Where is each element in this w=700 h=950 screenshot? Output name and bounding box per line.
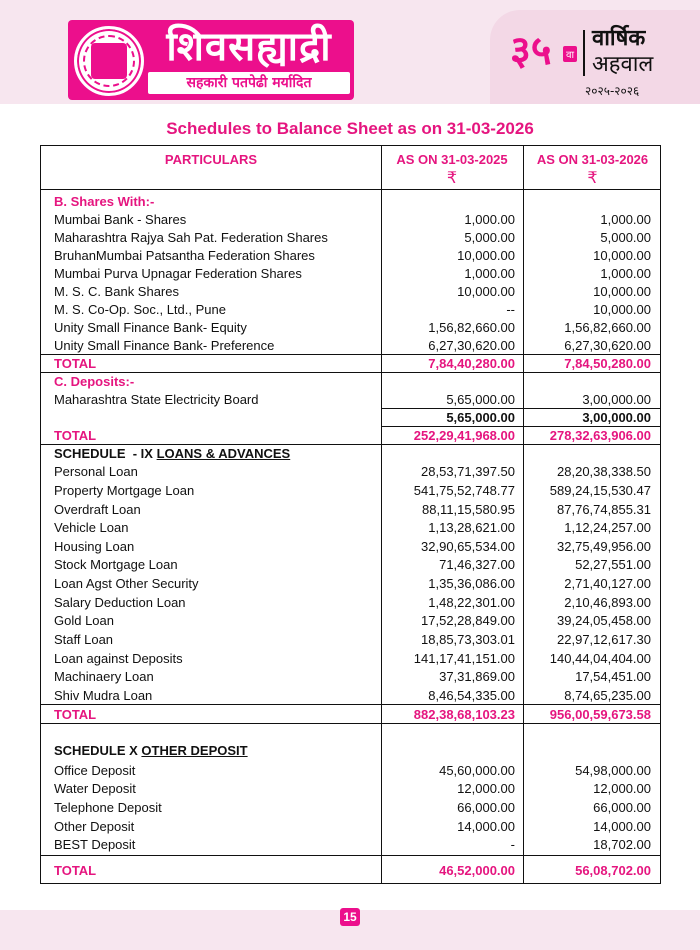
total-2026: 56,08,702.00: [575, 863, 651, 878]
row-label: Other Deposit: [54, 819, 135, 834]
section-heading-loans: [54, 446, 290, 462]
row-value-2025: 5,000.00: [464, 230, 515, 245]
row-label: Loan against Deposits: [54, 651, 183, 666]
row-value-2026: 2,10,46,893.00: [564, 595, 651, 610]
row-value-2026: 5,000.00: [600, 230, 651, 245]
header-2025: AS ON 31-03-2025: [396, 152, 508, 167]
section-heading-deposits: C. Deposits:-: [54, 374, 135, 389]
row-label: Salary Deduction Loan: [54, 595, 186, 610]
row-label: M. S. C. Bank Shares: [54, 284, 179, 299]
row-value-2025: 6,27,30,620.00: [428, 338, 515, 353]
column-divider: [523, 146, 524, 883]
row-label: Housing Loan: [54, 539, 135, 554]
total-2025: 882,38,68,103.23: [413, 707, 515, 722]
row-value-2026: 22,97,12,617.30: [557, 632, 651, 647]
subtotal-rule: [381, 408, 660, 409]
row-label: Personal Loan: [54, 464, 138, 479]
row-value-2026: 14,000.00: [593, 819, 651, 834]
row-label: Stock Mortgage Loan: [54, 557, 178, 572]
subtotal-rule: [381, 426, 660, 427]
total-rule: [41, 354, 660, 355]
row-label: M. S. Co-Op. Soc., Ltd., Pune: [54, 302, 226, 317]
row-value-2026: 2,71,40,127.00: [564, 576, 651, 591]
report-label-line2: अहवाल: [592, 52, 654, 77]
row-value-2025: 32,90,65,534.00: [421, 539, 515, 554]
rupee-icon: ₹: [446, 170, 458, 187]
row-label: Overdraft Loan: [54, 502, 141, 517]
total-rule: [41, 372, 660, 373]
row-label: Vehicle Loan: [54, 520, 129, 535]
total-2025: 7,84,40,280.00: [428, 356, 515, 371]
total-label: TOTAL: [54, 356, 97, 371]
row-value-2026: 1,000.00: [600, 266, 651, 281]
row-label: Telephone Deposit: [54, 800, 162, 815]
row-label: Office Deposit: [54, 763, 136, 778]
row-value-2026: 1,000.00: [600, 212, 651, 227]
row-value-2025: 66,000.00: [457, 800, 515, 815]
schedule-table: [40, 145, 661, 884]
row-label: Property Mortgage Loan: [54, 483, 195, 498]
row-value-2025: 14,000.00: [457, 819, 515, 834]
row-value-2025: 1,56,82,660.00: [428, 320, 515, 335]
row-value-2026: 10,000.00: [593, 248, 651, 263]
row-value-2025: -: [510, 837, 515, 852]
row-value-2025: 88,11,15,580.95: [421, 502, 515, 517]
schedule-title: LOANS & ADVANCES: [156, 446, 291, 461]
row-value-2026: 66,000.00: [593, 800, 651, 815]
schedule-title: OTHER DEPOSIT: [141, 743, 248, 758]
total-rule: [41, 855, 660, 856]
header-rule: [41, 189, 660, 190]
row-value-2025: 17,52,28,849.00: [421, 613, 515, 628]
row-value-2025: 10,000.00: [457, 284, 515, 299]
subtotal-2025: 5,65,000.00: [446, 410, 515, 425]
row-label: Unity Small Finance Bank- Preference: [54, 338, 275, 353]
total-label: TOTAL: [54, 707, 97, 722]
row-value-2026: 10,000.00: [593, 302, 651, 317]
row-label: Maharashtra Rajya Sah Pat. Federation Shares: [54, 230, 328, 245]
row-label: Shiv Mudra Loan: [54, 688, 153, 703]
row-value-2025: 12,000.00: [457, 781, 515, 796]
row-value-2025: 141,17,41,151.00: [413, 651, 515, 666]
total-label: TOTAL: [54, 863, 97, 878]
rupee-icon: ₹: [587, 170, 598, 187]
row-value-2025: 10,000.00: [457, 248, 515, 263]
schedule-number: SCHEDULE - IX: [54, 446, 153, 461]
anniversary-suffix: वा: [563, 46, 577, 62]
row-value-2026: 17,54,451.00: [575, 669, 651, 684]
header-particulars: PARTICULARS: [164, 152, 258, 167]
row-value-2026: 54,98,000.00: [575, 763, 651, 778]
row-label: Mumbai Purva Upnagar Federation Shares: [54, 266, 302, 281]
row-value-2026: 87,76,74,855.31: [557, 502, 651, 517]
row-value-2025: --: [506, 302, 515, 317]
total-2026: 7,84,50,280.00: [564, 356, 651, 371]
row-value-2026: 6,27,30,620.00: [564, 338, 651, 353]
row-value-2026: 1,56,82,660.00: [564, 320, 651, 335]
total-2026: 278,32,63,906.00: [549, 428, 651, 443]
org-subtitle: सहकारी पतपेढी मर्यादित: [148, 72, 350, 94]
page-number: 15: [340, 908, 360, 926]
row-label: Staff Loan: [54, 632, 114, 647]
row-value-2026: 589,24,15,530.47: [549, 483, 651, 498]
column-divider: [381, 146, 382, 883]
row-label: Gold Loan: [54, 613, 114, 628]
report-year: २०२५-२०२६: [585, 84, 640, 98]
page-title: Schedules to Balance Sheet as on 31-03-2026: [166, 119, 534, 138]
total-label: TOTAL: [54, 428, 97, 443]
report-label-line1: वार्षिक: [592, 26, 646, 51]
row-label: Unity Small Finance Bank- Equity: [54, 320, 247, 335]
subtotal-2026: 3,00,000.00: [582, 410, 651, 425]
row-value-2026: 39,24,05,458.00: [557, 613, 651, 628]
row-value-2025: 1,48,22,301.00: [428, 595, 515, 610]
row-value-2025: 45,60,000.00: [439, 763, 515, 778]
row-value-2026: 1,12,24,257.00: [564, 520, 651, 535]
row-value-2025: 1,13,28,621.00: [428, 520, 515, 535]
section-heading-other-deposit: [54, 743, 248, 759]
row-label: Water Deposit: [54, 781, 136, 796]
row-value-2025: 1,35,36,086.00: [428, 576, 515, 591]
org-logo: [68, 20, 354, 100]
total-rule: [41, 444, 660, 445]
row-value-2025: 71,46,327.00: [439, 557, 515, 572]
org-name: शिवसह्याद्री: [166, 24, 332, 70]
row-value-2025: 28,53,71,397.50: [421, 464, 515, 479]
row-label: Mumbai Bank - Shares: [54, 212, 187, 227]
row-label: Machinaery Loan: [54, 669, 154, 684]
row-value-2026: 32,75,49,956.00: [557, 539, 651, 554]
row-label: BEST Deposit: [54, 837, 136, 852]
total-rule: [41, 723, 660, 724]
row-value-2026: 52,27,551.00: [575, 557, 651, 572]
row-value-2025: 5,65,000.00: [446, 392, 515, 407]
row-value-2025: 37,31,869.00: [439, 669, 515, 684]
header-2026: AS ON 31-03-2026: [536, 152, 649, 167]
row-label: Loan Agst Other Security: [54, 576, 199, 591]
row-label: BruhanMumbai Patsantha Federation Shares: [54, 248, 315, 263]
row-value-2026: 10,000.00: [593, 284, 651, 299]
schedule-number: SCHEDULE X: [54, 743, 138, 758]
row-value-2025: 541,75,52,748.77: [413, 483, 515, 498]
total-2026: 956,00,59,673.58: [549, 707, 651, 722]
row-value-2026: 12,000.00: [593, 781, 651, 796]
row-label: Maharashtra State Electricity Board: [54, 392, 259, 407]
row-value-2026: 28,20,38,338.50: [557, 464, 651, 479]
row-value-2026: 3,00,000.00: [582, 392, 651, 407]
row-value-2025: 1,000.00: [464, 212, 515, 227]
total-2025: 252,29,41,968.00: [413, 428, 515, 443]
section-heading-shares: B. Shares With:-: [54, 194, 155, 209]
row-value-2026: 140,44,04,404.00: [549, 651, 651, 666]
total-2025: 46,52,000.00: [439, 863, 515, 878]
total-rule: [41, 704, 660, 705]
badge-divider: [583, 30, 585, 76]
row-value-2025: 1,000.00: [464, 266, 515, 281]
row-value-2026: 18,702.00: [593, 837, 651, 852]
seal-icon: [74, 26, 144, 96]
row-value-2025: 18,85,73,303.01: [421, 632, 515, 647]
row-value-2026: 8,74,65,235.00: [564, 688, 651, 703]
anniversary-number: ३५: [510, 28, 552, 74]
row-value-2025: 8,46,54,335.00: [428, 688, 515, 703]
